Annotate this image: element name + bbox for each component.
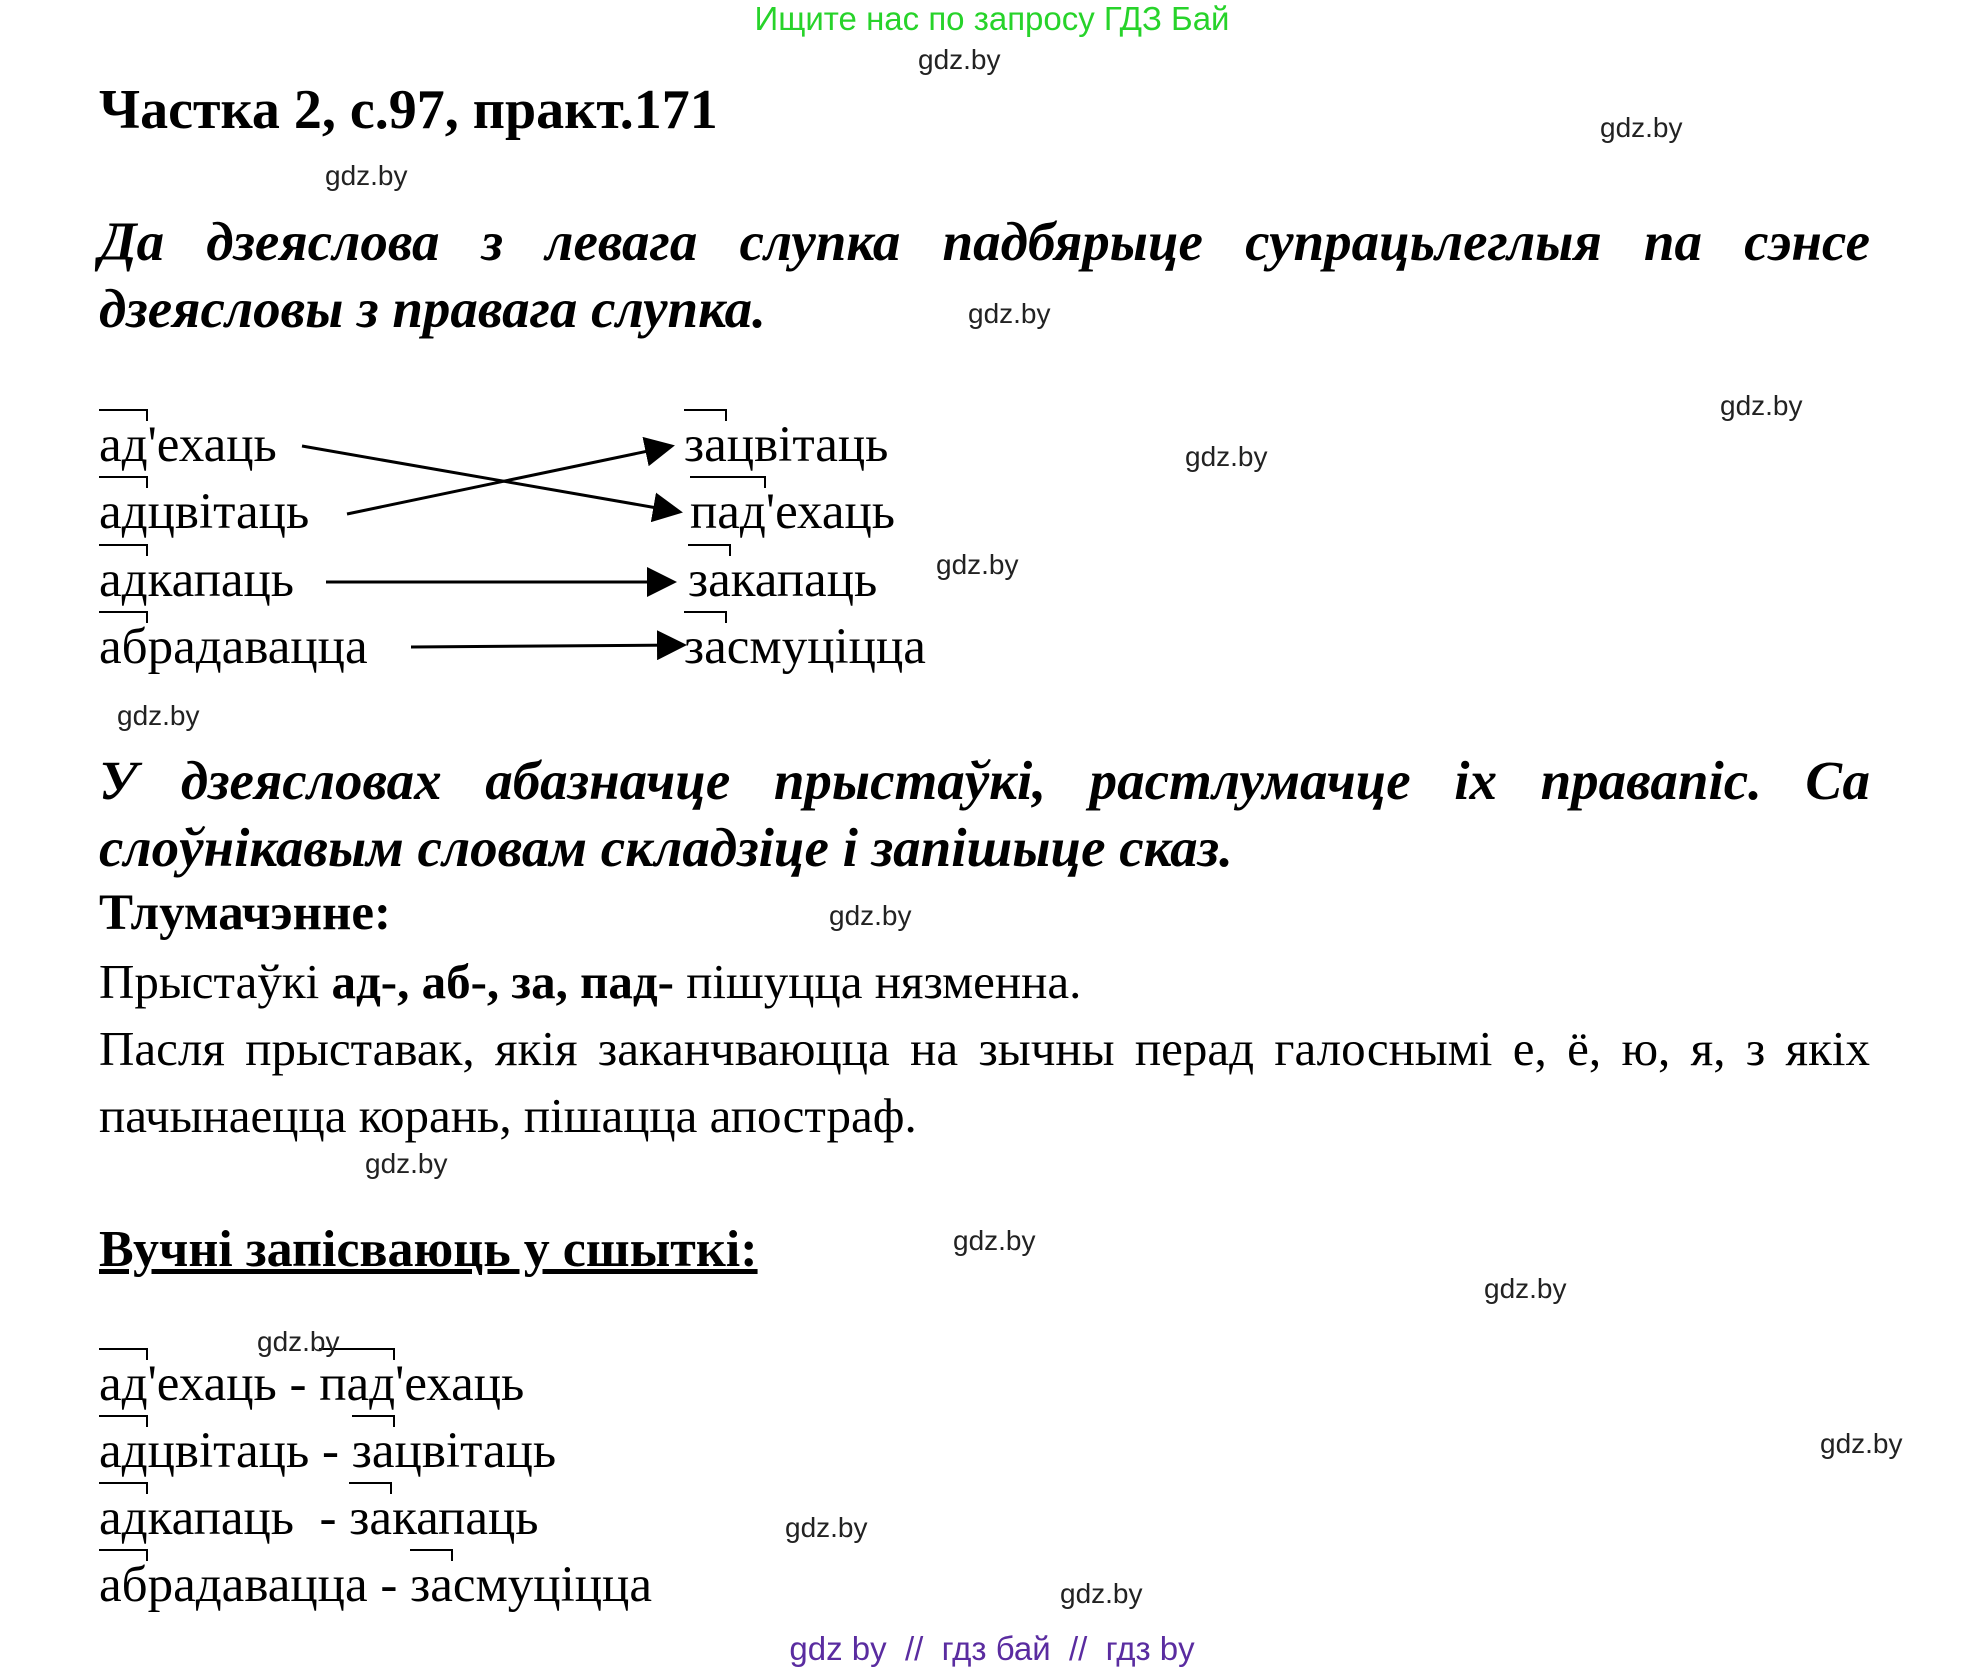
text: Прыстаўкі (99, 954, 332, 1009)
watermark: gdz.by (1600, 112, 1683, 143)
prefix: ад (99, 1490, 148, 1546)
word-rest: капаць (392, 1490, 539, 1546)
prefix: за (351, 1423, 395, 1479)
explanation-line-2: Пасля прыставак, якія заканчваюцца на зычны перад галоснымі е, ё, ю, я, з якіх пачынаецца корань, пішацца апостраф. (99, 1021, 1870, 1143)
text: пішуцца нязменна. (673, 954, 1082, 1009)
watermark: gdz.by (918, 44, 1001, 75)
explanation-heading: Тлумачэнне: (99, 885, 391, 941)
prefix: пад (690, 484, 766, 540)
watermark: gdz.by (953, 1225, 1036, 1256)
watermark: gdz.by (1820, 1428, 1903, 1459)
prefix: за (349, 1490, 393, 1546)
prefix: аб (99, 619, 148, 675)
prefix: за (684, 417, 727, 473)
task-1: Да дзеяслова з левага слупка падбярыце супрацьлеглыя па сэнсе дзеясловы з правага слупка. (99, 211, 1870, 339)
watermark: gdz.by (117, 700, 200, 731)
word-rest: 'ехаць (395, 1356, 525, 1412)
prefix: ад (99, 1356, 148, 1412)
watermark: gdz.by (257, 1326, 340, 1357)
watermark: gdz.by (968, 298, 1051, 329)
watermark: gdz.by (365, 1148, 448, 1179)
word-rest: капаць (147, 1490, 295, 1546)
prefix: ад (99, 552, 148, 608)
pair-row (99, 1488, 539, 1548)
watermark: gdz.by (1720, 390, 1803, 421)
word-rest: цвітаць (394, 1423, 557, 1479)
word-rest: радавацца (147, 619, 368, 675)
explanation-line-1 (99, 948, 1870, 1015)
prefix: ад (99, 1423, 148, 1479)
dash: - (367, 1557, 411, 1613)
footer-links: gdz by // гдз бай // гдз by (789, 1630, 1195, 1667)
watermark: gdz.by (325, 160, 408, 191)
prefix: за (410, 1557, 453, 1613)
arrow (347, 446, 672, 514)
watermark: gdz.by (1484, 1273, 1567, 1304)
prefix: ад (99, 484, 148, 540)
dash: - (309, 1423, 352, 1479)
watermark: gdz.by (936, 549, 1019, 580)
prefix: ад (99, 417, 148, 473)
word-rest: смуціцца (452, 1557, 652, 1613)
prefix: за (684, 619, 727, 675)
search-banner: Ищите нас по запросу ГДЗ Бай (754, 0, 1230, 37)
page-title: Частка 2, с.97, практ.171 (99, 79, 718, 141)
word-rest: цвітаць (147, 484, 310, 540)
word-rest: смуціцца (726, 619, 926, 675)
prefix: аб (99, 1557, 148, 1613)
pair-row (99, 1555, 652, 1615)
notes-heading: Вучні запісваюць у сшыткі: (99, 1221, 758, 1278)
dash: - (276, 1356, 320, 1412)
pair-row (99, 1354, 524, 1414)
word-rest: 'ехаць (147, 1356, 277, 1412)
watermark: gdz.by (1060, 1578, 1143, 1609)
prefix-list: ад-, аб-, за, пад- (331, 954, 674, 1009)
arrow (411, 645, 684, 647)
task-2: У дзеясловах абазначце прыстаўкі, растлумачце іх правапіс. Са слоўнікавым словам складзіце і запішыце сказ. (99, 750, 1870, 878)
word-rest: 'ехаць (147, 417, 277, 473)
word-rest: радавацца (147, 1557, 368, 1613)
word-rest: цвітаць (147, 1423, 310, 1479)
word-rest: цвітаць (726, 417, 889, 473)
prefix: пад (319, 1356, 396, 1412)
word-rest: капаць (147, 552, 295, 608)
watermark: gdz.by (1185, 441, 1268, 472)
watermark: gdz.by (785, 1512, 868, 1543)
pair-row (99, 1421, 556, 1481)
word-rest: капаць (730, 552, 878, 608)
watermark: gdz.by (829, 900, 912, 931)
prefix: за (688, 552, 731, 608)
word-rest: 'ехаць (765, 484, 896, 540)
dash: - (294, 1490, 350, 1546)
